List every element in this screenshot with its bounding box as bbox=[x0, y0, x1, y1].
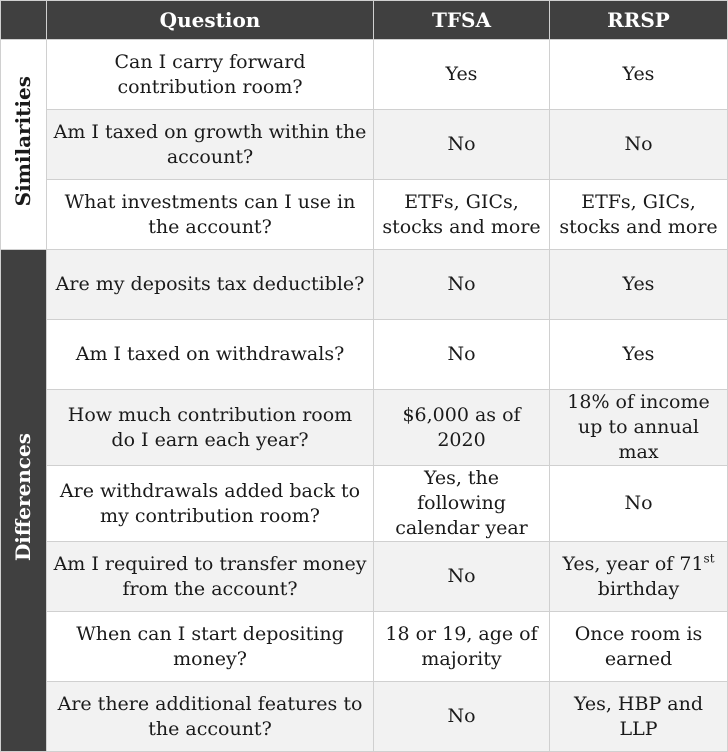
question-cell: Am I taxed on withdrawals? bbox=[47, 320, 374, 390]
rrsp-cell: Yes bbox=[550, 320, 728, 390]
table-row bbox=[1, 682, 728, 752]
group-differences bbox=[1, 250, 47, 752]
header-row bbox=[1, 1, 728, 40]
rrsp-cell: Yes bbox=[550, 40, 728, 110]
group-label-similarities: Similarities bbox=[11, 75, 35, 207]
tfsa-cell: No bbox=[374, 320, 550, 390]
table-row bbox=[1, 390, 728, 466]
question-cell: Can I carry forward contribution room? bbox=[47, 40, 374, 110]
tfsa-cell: Yes bbox=[374, 40, 550, 110]
question-cell: Am I taxed on growth within the account? bbox=[47, 110, 374, 180]
table-row bbox=[1, 612, 728, 682]
group-similarities bbox=[1, 40, 47, 250]
rrsp-cell: ETFs, GICs, stocks and more bbox=[550, 180, 728, 250]
question-cell: Are withdrawals added back to my contribution room? bbox=[47, 466, 374, 542]
question-cell: How much contribution room do I earn each year? bbox=[47, 390, 374, 466]
tfsa-cell: Yes, the following calendar year bbox=[374, 466, 550, 542]
rrsp-cell: 18% of income up to annual max bbox=[550, 390, 728, 466]
tfsa-cell: $6,000 as of 2020 bbox=[374, 390, 550, 466]
table-row bbox=[1, 466, 728, 542]
header-tfsa: TFSA bbox=[374, 1, 550, 40]
table-row bbox=[1, 320, 728, 390]
header-rrsp: RRSP bbox=[550, 1, 728, 40]
header-group-cell bbox=[1, 1, 47, 40]
tfsa-cell: No bbox=[374, 250, 550, 320]
rrsp-cell: Once room is earned bbox=[550, 612, 728, 682]
rrsp-cell: No bbox=[550, 110, 728, 180]
group-label-differences: Differences bbox=[11, 432, 35, 562]
table-row bbox=[1, 542, 728, 612]
question-cell: Am I required to transfer money from the account? bbox=[47, 542, 374, 612]
rrsp-cell bbox=[550, 542, 728, 612]
header-question: Question bbox=[47, 1, 374, 40]
tfsa-cell: No bbox=[374, 110, 550, 180]
question-cell: When can I start depositing money? bbox=[47, 612, 374, 682]
question-cell: What investments can I use in the account? bbox=[47, 180, 374, 250]
rrsp-cell-tail: birthday bbox=[597, 577, 680, 600]
tfsa-cell: No bbox=[374, 682, 550, 752]
rrsp-cell-text: Yes, year of 71 bbox=[562, 552, 704, 575]
tfsa-cell: ETFs, GICs, stocks and more bbox=[374, 180, 550, 250]
rrsp-cell: Yes bbox=[550, 250, 728, 320]
table-row bbox=[1, 180, 728, 250]
rrsp-cell: No bbox=[550, 466, 728, 542]
table-row bbox=[1, 110, 728, 180]
question-cell: Are there additional features to the account? bbox=[47, 682, 374, 752]
tfsa-cell: No bbox=[374, 542, 550, 612]
rrsp-cell: Yes, HBP and LLP bbox=[550, 682, 728, 752]
question-cell: Are my deposits tax deductible? bbox=[47, 250, 374, 320]
tfsa-cell: 18 or 19, age of majority bbox=[374, 612, 550, 682]
table-row bbox=[1, 250, 728, 320]
table-row bbox=[1, 40, 728, 110]
ordinal-suffix: st bbox=[703, 551, 715, 566]
